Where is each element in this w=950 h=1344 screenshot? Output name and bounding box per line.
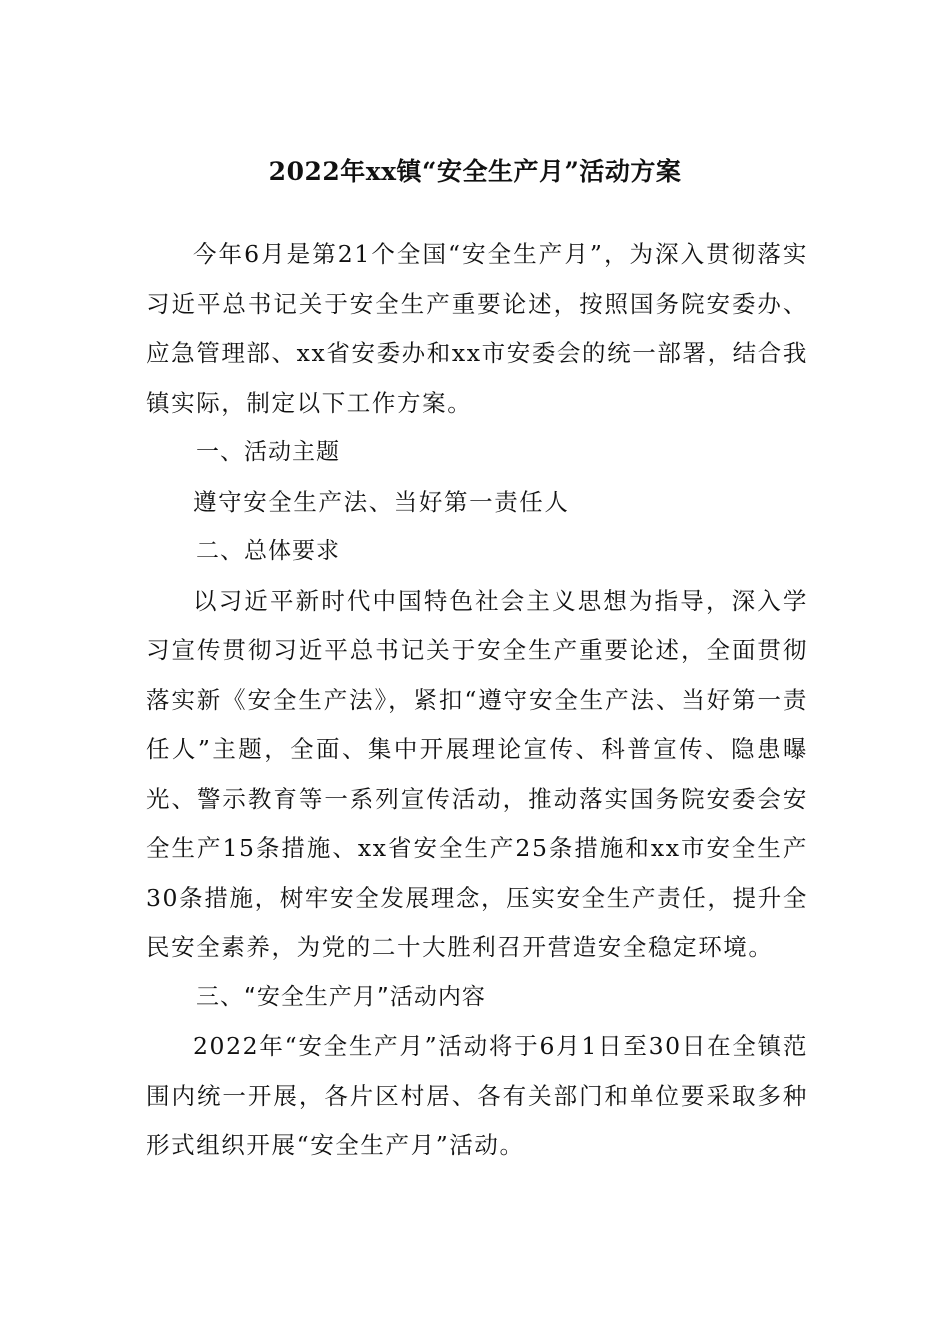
intro-paragraph: 今年6月是第21个全国“安全生产月”，为深入贯彻落实习近平总书记关于安全生产重要论述，按照国务院安委办、应急管理部、xx省安委办和xx市安委会的统一部署，结合我镇实际，制定以下工作方案。 bbox=[146, 240, 808, 417]
section-body-theme: 遵守安全生产法、当好第一责任人 bbox=[193, 487, 570, 516]
section-body-activities: 2022年“安全生产月”活动将于6月1日至30日在全镇范围内统一开展，各片区村居、各有关部门和单位要采取多种形式组织开展“安全生产月”活动。 bbox=[146, 1032, 808, 1159]
section-heading-theme: 一、活动主题 bbox=[196, 439, 340, 465]
section-heading-requirements: 二、总体要求 bbox=[196, 538, 340, 564]
section-body-requirements: 以习近平新时代中国特色社会主义思想为指导，深入学习宣传贯彻习近平总书记关于安全生产重要论述，全面贯彻落实新《安全生产法》，紧扣“遵守安全生产法、当好第一责任人”主题，全面、集中开展理论宣传、科普宣传、隐患曝光、警示教育等一系列宣传活动，推动落实国务院安委会安全生产15条措施、xx省安全生产25条措施和xx市安全生产30条措施，树牢安全发展理念，压实安全生产责任，提升全民安全素养，为党的二十大胜利召开营造安全稳定环境。 bbox=[146, 586, 808, 961]
document-title: 2022年xx镇“安全生产月”活动方案 bbox=[268, 157, 682, 186]
section-heading-activities: 三、“安全生产月”活动内容 bbox=[196, 983, 486, 1010]
document-body bbox=[146, 230, 808, 1171]
